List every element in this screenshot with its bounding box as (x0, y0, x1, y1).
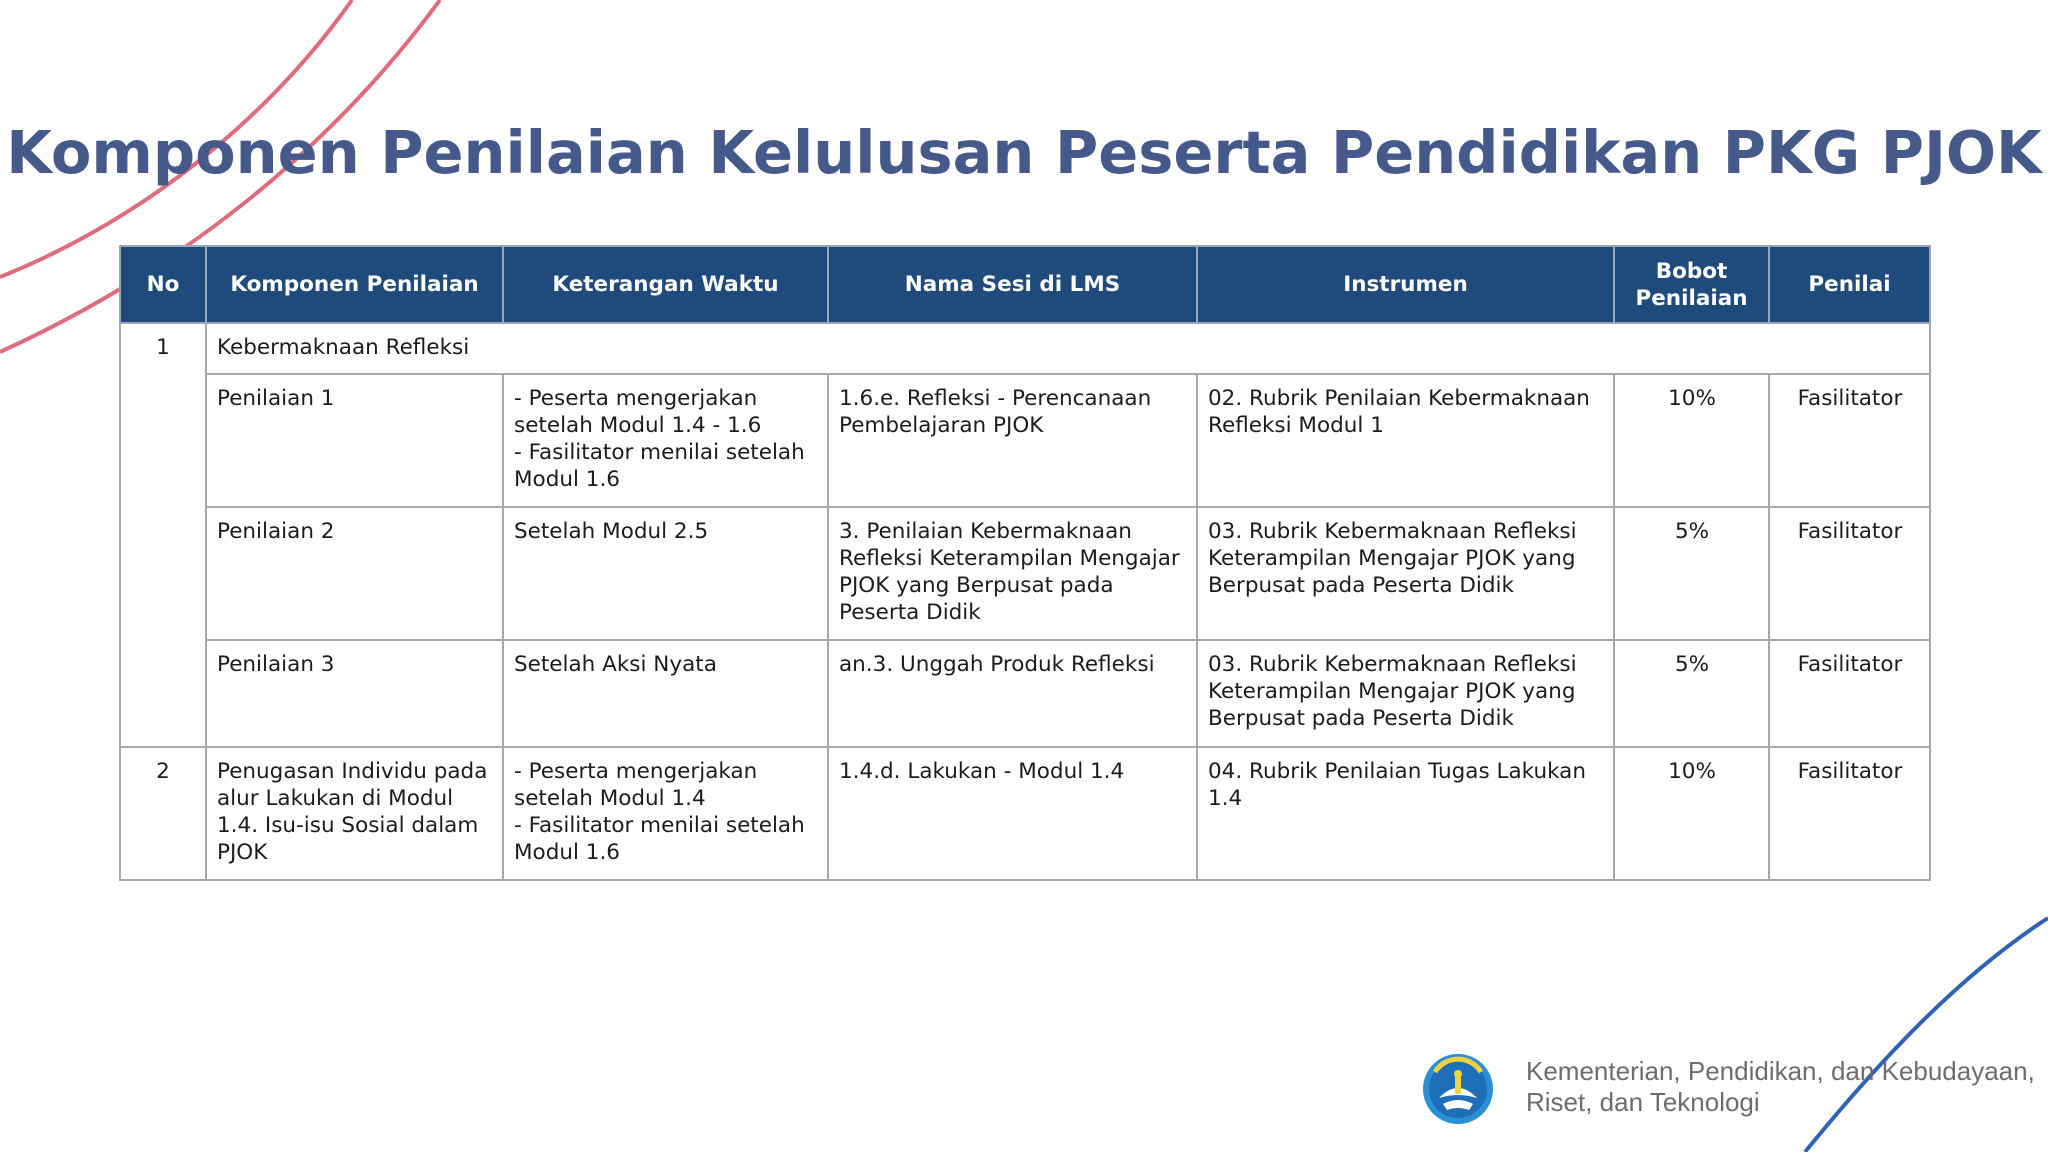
page-title: Komponen Penilaian Kelulusan Peserta Pendidikan PKG PJOK (6, 118, 2042, 187)
table-row (120, 747, 1930, 880)
table-row (120, 507, 1930, 640)
cell-bobot: 10% (1614, 374, 1769, 507)
cell-bobot: 5% (1614, 640, 1769, 747)
cell-komponen: Penilaian 3 (206, 640, 503, 747)
cell-sesi: 1.4.d. Lakukan - Modul 1.4 (828, 747, 1197, 880)
assessment-table (119, 245, 1931, 881)
cell-bobot: 5% (1614, 507, 1769, 640)
cell-sesi: an.3. Unggah Produk Refleksi (828, 640, 1197, 747)
group-title: Kebermaknaan Refleksi (206, 323, 1930, 374)
org-line-1: Kementerian, Pendidikan, dan Kebudayaan, (1526, 1056, 2035, 1086)
org-line-2: Riset, dan Teknologi (1526, 1087, 1760, 1117)
header-sesi: Nama Sesi di LMS (828, 246, 1197, 323)
table-row (120, 323, 1930, 374)
table-row (120, 374, 1930, 507)
cell-penilai: Fasilitator (1769, 507, 1930, 640)
header-bobot: Bobot Penilaian (1614, 246, 1769, 323)
table-header-row (120, 246, 1930, 323)
cell-waktu: - Peserta mengerjakan setelah Modul 1.4 - 1.6 - Fasilitator menilai setelah Modul 1.6 (503, 374, 828, 507)
table-row (120, 640, 1930, 747)
cell-instrumen: 03. Rubrik Kebermaknaan Refleksi Keterampilan Mengajar PJOK yang Berpusat pada Peserta Didik (1197, 507, 1614, 640)
header-waktu: Keterangan Waktu (503, 246, 828, 323)
row-number: 2 (120, 747, 206, 880)
cell-penilai: Fasilitator (1769, 374, 1930, 507)
header-no: No (120, 246, 206, 323)
cell-waktu: Setelah Aksi Nyata (503, 640, 828, 747)
cell-instrumen: 03. Rubrik Kebermaknaan Refleksi Keterampilan Mengajar PJOK yang Berpusat pada Peserta Didik (1197, 640, 1614, 747)
cell-instrumen: 04. Rubrik Penilaian Tugas Lakukan 1.4 (1197, 747, 1614, 880)
cell-waktu: - Peserta mengerjakan setelah Modul 1.4 - Fasilitator menilai setelah Modul 1.6 (503, 747, 828, 880)
header-komponen: Komponen Penilaian (206, 246, 503, 323)
cell-instrumen: 02. Rubrik Penilaian Kebermaknaan Refleksi Modul 1 (1197, 374, 1614, 507)
header-instrumen: Instrumen (1197, 246, 1614, 323)
assessment-table-container (119, 245, 1929, 881)
cell-komponen: Penugasan Individu pada alur Lakukan di Modul 1.4. Isu-isu Sosial dalam PJOK (206, 747, 503, 880)
organization-name (1526, 1056, 2035, 1118)
cell-penilai: Fasilitator (1769, 747, 1930, 880)
cell-penilai: Fasilitator (1769, 640, 1930, 747)
header-penilai: Penilai (1769, 246, 1930, 323)
row-number: 1 (120, 323, 206, 747)
cell-sesi: 3. Penilaian Kebermaknaan Refleksi Keterampilan Mengajar PJOK yang Berpusat pada Peserta Didik (828, 507, 1197, 640)
tut-wuri-handayani-emblem-icon (1421, 1052, 1495, 1126)
cell-waktu: Setelah Modul 2.5 (503, 507, 828, 640)
cell-komponen: Penilaian 1 (206, 374, 503, 507)
cell-komponen: Penilaian 2 (206, 507, 503, 640)
cell-bobot: 10% (1614, 747, 1769, 880)
cell-sesi: 1.6.e. Refleksi - Perencanaan Pembelajaran PJOK (828, 374, 1197, 507)
